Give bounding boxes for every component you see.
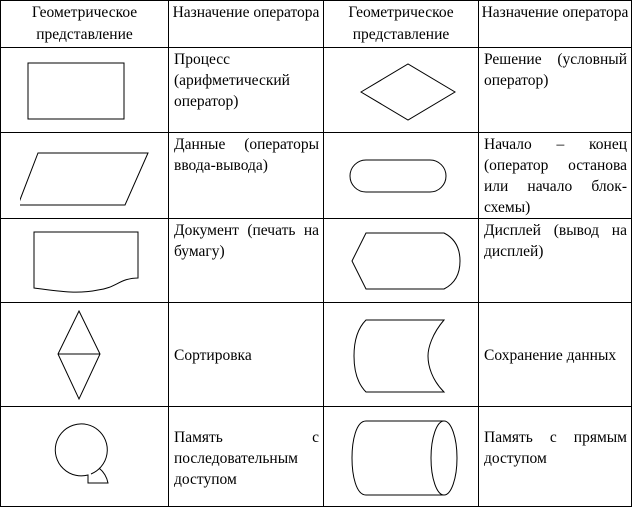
table-row	[1, 219, 632, 303]
sort-shape-cell	[1, 303, 169, 407]
terminator-rounded-rectangle-icon	[336, 146, 466, 206]
sequential-access-label: Память с последовательным доступом	[174, 429, 319, 488]
stored-data-shape-cell	[324, 303, 479, 407]
data-shape-cell	[1, 133, 169, 219]
direct-access-description	[479, 407, 632, 507]
document-shape-cell	[1, 219, 169, 303]
header-geometric-representation-2: Геометрическое представление	[324, 1, 479, 48]
stored-data-description	[479, 303, 632, 407]
decision-shape-cell	[324, 48, 479, 133]
sequential-access-icon	[20, 413, 150, 501]
sequential-access-description	[169, 407, 324, 507]
header-geometric-representation-1: Геометрическое представление	[1, 1, 169, 48]
sort-double-triangle-icon	[20, 307, 150, 403]
decision-label: Решение (условный оператор)	[484, 51, 627, 89]
table-row	[1, 303, 632, 407]
display-description	[479, 219, 632, 303]
data-description	[169, 133, 324, 219]
data-parallelogram-icon	[20, 141, 150, 211]
display-icon	[336, 225, 466, 297]
stored-data-label: Сохранение данных	[484, 346, 617, 364]
process-rectangle-icon	[20, 55, 150, 125]
process-label: Процесс (арифметический оператор)	[174, 51, 290, 110]
sort-description	[169, 303, 324, 407]
terminator-shape-cell	[324, 133, 479, 219]
decision-diamond-icon	[336, 55, 466, 125]
process-shape-cell	[1, 48, 169, 133]
document-wavy-icon	[20, 224, 150, 298]
sequential-access-shape-cell	[1, 407, 169, 507]
sort-label: Сортировка	[174, 346, 252, 364]
process-description	[169, 48, 324, 133]
header-operator-purpose-2: Назначение оператора	[479, 1, 632, 48]
document-description	[169, 219, 324, 303]
table-row	[1, 407, 632, 507]
direct-access-shape-cell	[324, 407, 479, 507]
direct-access-cylinder-icon	[336, 413, 466, 501]
table-row	[1, 133, 632, 219]
terminator-label: Начало – конец (оператор останова или начало блок-схемы)	[484, 136, 627, 216]
display-shape-cell	[324, 219, 479, 303]
header-row	[1, 1, 632, 48]
decision-description	[479, 48, 632, 133]
table-row	[1, 48, 632, 133]
terminator-description	[479, 133, 632, 219]
header-operator-purpose-1: Назначение оператора	[169, 1, 324, 48]
document-label: Документ (печать на бумагу)	[174, 222, 319, 260]
direct-access-label: Память с прямым доступом	[484, 429, 627, 467]
display-label: Дисплей (вывод на дисплей)	[484, 222, 627, 260]
data-label: Данные (операторы ввода-вывода)	[174, 136, 319, 174]
stored-data-icon	[336, 310, 466, 400]
